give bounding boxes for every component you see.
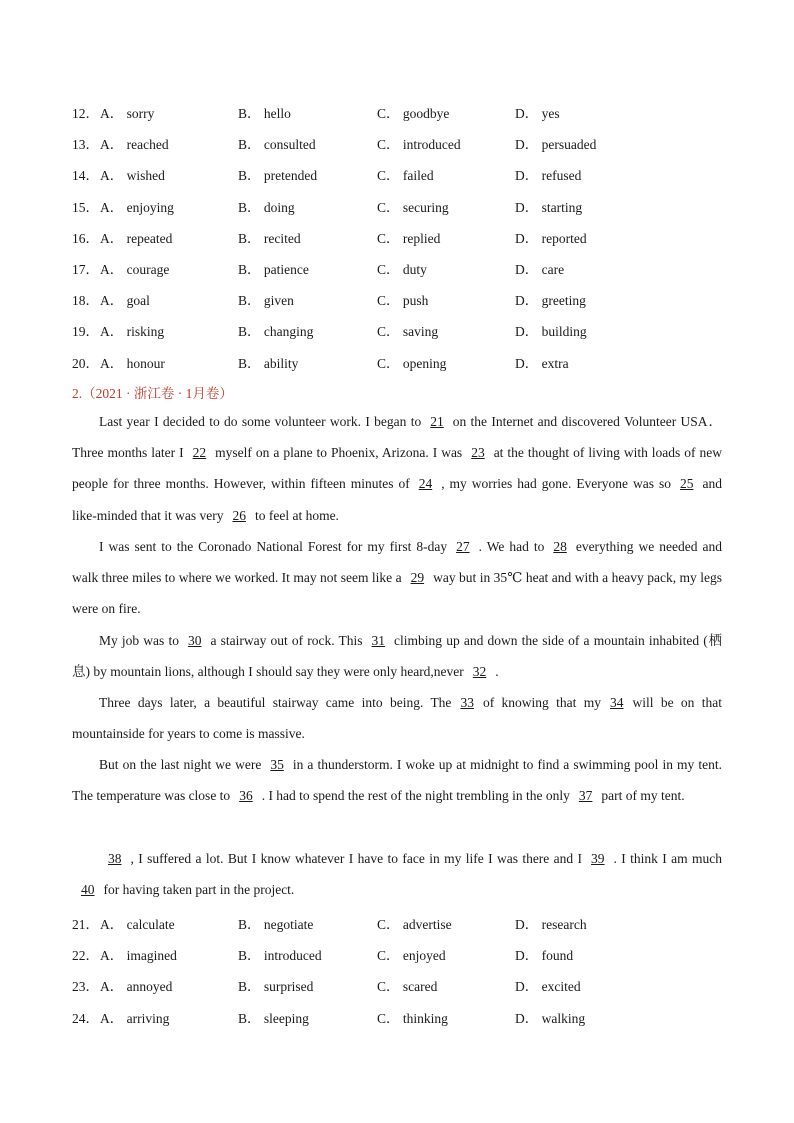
passage-text: to feel at home. bbox=[254, 507, 339, 523]
blank-22: 22 bbox=[192, 445, 207, 461]
question-row bbox=[72, 1007, 732, 1027]
option-b: B． pretended bbox=[238, 168, 318, 184]
option-c: C． opening bbox=[377, 355, 447, 371]
question-row bbox=[72, 164, 732, 184]
passage-text: . bbox=[495, 664, 499, 680]
option-d: D． greeting bbox=[515, 293, 586, 309]
blank-25: 25 bbox=[680, 476, 694, 492]
option-d: D． starting bbox=[515, 199, 583, 215]
option-b: B． hello bbox=[238, 106, 291, 121]
question-number: 24． bbox=[72, 1010, 99, 1026]
passage-text: Last year I decided to do some volunteer work. I began to bbox=[99, 414, 422, 429]
passage-text: way but in 35℃ heat and with a heavy pack, my legs were on fire. bbox=[72, 570, 722, 617]
blank-31: 31 bbox=[371, 633, 386, 648]
question-row bbox=[72, 102, 732, 122]
blank-40: 40 bbox=[81, 882, 95, 898]
option-a: A． goal bbox=[100, 293, 150, 309]
question-number: 13． bbox=[72, 137, 99, 153]
option-a: A． calculate bbox=[100, 917, 175, 932]
question-number: 17． bbox=[72, 262, 99, 277]
blank-27: 27 bbox=[456, 539, 470, 554]
passage-text: on the Internet and discovered Volunteer USA． Three months later I bbox=[72, 414, 722, 461]
passage-text: and like-minded that it was very bbox=[72, 476, 722, 523]
option-c: C． introduced bbox=[377, 137, 461, 153]
question-number: 15． bbox=[72, 199, 99, 215]
passage-text: in a thunderstorm. I woke up at midnight to find a swimming pool in my tent. The temperature was close to bbox=[72, 757, 722, 804]
option-d: D． building bbox=[515, 324, 587, 340]
question-number: 22． bbox=[72, 948, 99, 964]
passage-text: , my worries had gone. Everyone was so bbox=[441, 476, 671, 492]
option-a: A． risking bbox=[100, 324, 165, 340]
option-d: D． care bbox=[515, 262, 565, 277]
blank-39: 39 bbox=[591, 851, 605, 866]
question-row bbox=[72, 133, 732, 153]
option-d: D． walking bbox=[515, 1010, 586, 1026]
blank-28: 28 bbox=[553, 539, 567, 554]
option-c: C． failed bbox=[377, 168, 434, 184]
option-a: A． annoyed bbox=[100, 979, 173, 995]
option-c: C． securing bbox=[377, 199, 449, 215]
blank-23: 23 bbox=[471, 445, 485, 461]
option-c: C． enjoyed bbox=[377, 948, 446, 964]
option-d: D． excited bbox=[515, 979, 581, 995]
option-c: C． push bbox=[377, 293, 429, 309]
passage-text: . I had to spend the rest of the night trembling in the only bbox=[261, 788, 570, 804]
option-b: B． negotiate bbox=[238, 917, 314, 932]
blank-21: 21 bbox=[430, 414, 444, 429]
section-heading: 2.（2021 · 浙江卷 · 1月卷） bbox=[72, 386, 233, 401]
option-a: A． arriving bbox=[100, 1010, 170, 1026]
question-row bbox=[72, 258, 732, 278]
passage-paragraph bbox=[72, 625, 722, 687]
option-b: B． consulted bbox=[238, 137, 316, 153]
blank-30: 30 bbox=[187, 633, 202, 648]
question-row bbox=[72, 289, 732, 309]
option-b: B． surprised bbox=[238, 979, 314, 995]
question-row bbox=[72, 944, 732, 964]
passage-text: My job was to bbox=[99, 633, 179, 648]
passage-text: I was sent to the Coronado National Forest for my first 8-day bbox=[99, 539, 448, 554]
option-a: A． courage bbox=[100, 262, 170, 277]
blank-32: 32 bbox=[472, 664, 487, 680]
option-a: A． reached bbox=[100, 137, 169, 153]
passage-text: Three days later, a beautiful stairway came into being. The bbox=[99, 695, 452, 710]
question-number: 19． bbox=[72, 324, 99, 340]
question-number: 16． bbox=[72, 230, 99, 246]
blank-29: 29 bbox=[410, 570, 425, 586]
passage-text: a stairway out of rock. This bbox=[210, 633, 363, 648]
passage-text: everything we needed and walk three miles to where we worked. It may not seem like a bbox=[72, 539, 722, 586]
passage-paragraph bbox=[72, 843, 722, 905]
question-row bbox=[72, 320, 732, 340]
blank-35: 35 bbox=[270, 757, 284, 772]
question-number: 18． bbox=[72, 293, 99, 309]
option-d: D． persuaded bbox=[515, 137, 597, 153]
option-d: D． extra bbox=[515, 355, 569, 371]
question-number: 20． bbox=[72, 355, 99, 371]
option-b: B． changing bbox=[238, 324, 314, 340]
option-b: B． ability bbox=[238, 355, 299, 371]
question-row bbox=[72, 227, 732, 247]
passage-text: , I suffered a lot. But I know whatever I have to face in my life I was there and I bbox=[130, 851, 583, 866]
blank-38: 38 bbox=[108, 851, 122, 866]
option-d: D． research bbox=[515, 917, 587, 932]
question-number: 14． bbox=[72, 168, 99, 184]
option-b: B． doing bbox=[238, 199, 295, 215]
question-row bbox=[72, 975, 732, 995]
question-row bbox=[72, 196, 732, 216]
option-b: B． given bbox=[238, 293, 294, 309]
question-number: 12． bbox=[72, 106, 99, 121]
passage-text: . We had to bbox=[478, 539, 545, 554]
question-row bbox=[72, 352, 732, 372]
passage-text: But on the last night we were bbox=[99, 757, 262, 772]
option-a: A． sorry bbox=[100, 106, 155, 121]
passage-text: myself on a plane to Phoenix, Arizona. I was bbox=[215, 445, 463, 461]
option-b: B． introduced bbox=[238, 948, 322, 964]
option-a: A． honour bbox=[100, 355, 165, 371]
option-c: C． thinking bbox=[377, 1010, 448, 1026]
passage-paragraph bbox=[72, 406, 722, 531]
blank-33: 33 bbox=[460, 695, 474, 710]
passage-paragraph bbox=[72, 687, 722, 749]
option-b: B． patience bbox=[238, 262, 309, 277]
option-c: C． replied bbox=[377, 230, 441, 246]
passage-text: . I think I am much bbox=[613, 851, 722, 866]
blank-36: 36 bbox=[239, 788, 253, 804]
passage-text: part of my tent. bbox=[601, 788, 685, 804]
option-c: C． scared bbox=[377, 979, 438, 995]
passage-paragraph bbox=[72, 749, 722, 811]
option-c: C． goodbye bbox=[377, 106, 450, 121]
passage-paragraph bbox=[72, 531, 722, 625]
option-a: A． repeated bbox=[100, 230, 173, 246]
option-b: B． sleeping bbox=[238, 1010, 309, 1026]
option-c: C． saving bbox=[377, 324, 439, 340]
option-d: D． found bbox=[515, 948, 574, 964]
passage-text: of knowing that my bbox=[482, 695, 601, 710]
question-number: 21． bbox=[72, 917, 99, 932]
question-row bbox=[72, 913, 732, 933]
passage-text: at the thought of living with loads of new people for three months. However, within fifteen minutes of bbox=[72, 445, 722, 492]
blank-37: 37 bbox=[578, 788, 593, 804]
option-d: D． reported bbox=[515, 230, 587, 246]
option-d: D． refused bbox=[515, 168, 582, 184]
blank-34: 34 bbox=[609, 695, 624, 710]
passage-text: will be on that mountainside for years to come is massive. bbox=[72, 695, 722, 742]
passage-text: for having taken part in the project. bbox=[103, 882, 295, 898]
blank-26: 26 bbox=[232, 507, 246, 523]
option-d: D． yes bbox=[515, 106, 560, 121]
option-a: A． enjoying bbox=[100, 199, 174, 215]
option-c: C． duty bbox=[377, 262, 427, 277]
option-a: A． imagined bbox=[100, 948, 177, 964]
option-b: B． recited bbox=[238, 230, 301, 246]
passage-text: climbing up and down the side of a mountain inhabited (栖息) by mountain lions, although I should say they were only heard,never bbox=[72, 633, 722, 680]
blank-24: 24 bbox=[418, 476, 433, 492]
option-c: C． advertise bbox=[377, 917, 452, 932]
question-number: 23． bbox=[72, 979, 99, 995]
option-a: A． wished bbox=[100, 168, 165, 184]
